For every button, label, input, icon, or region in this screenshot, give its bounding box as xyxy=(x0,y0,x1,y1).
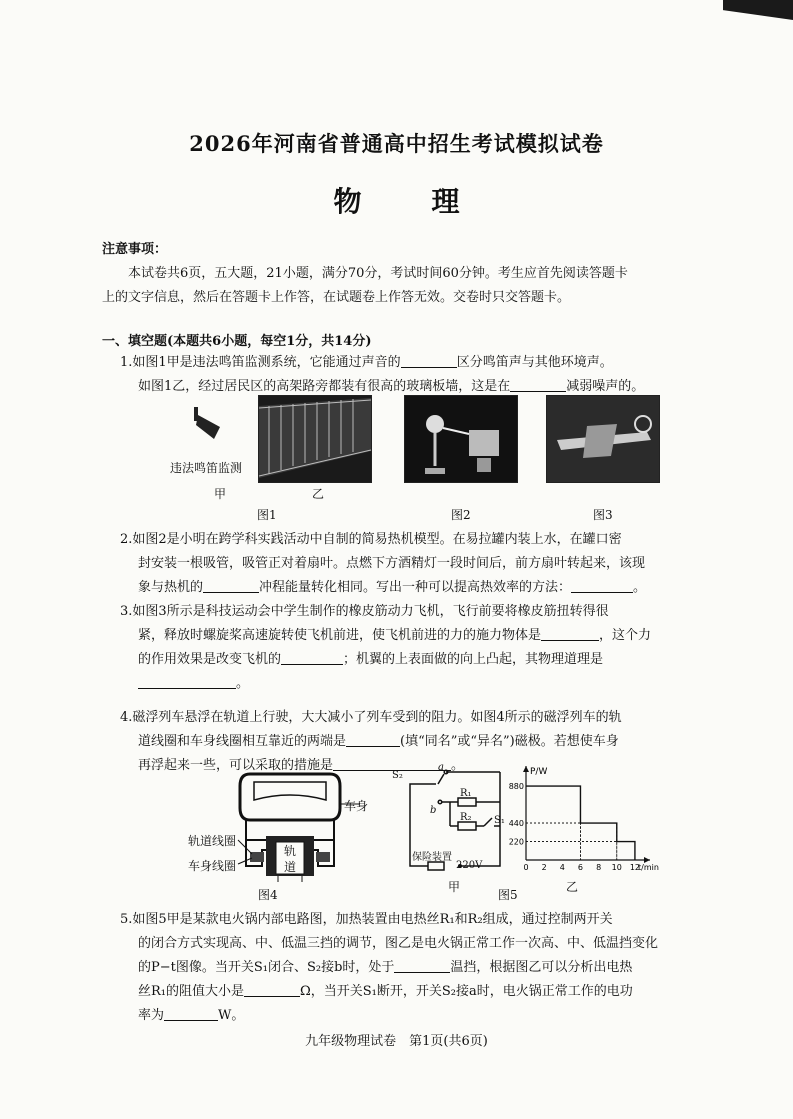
question-5-line-2: 的闭合方式实现高、中、低温三挡的调节，图乙是电火锅正常工作一次高、中、低温挡变化 xyxy=(138,936,659,951)
fig5-s2-label: S₂ xyxy=(392,770,403,781)
question-1-line-1: 1.如图1甲是违法鸣笛监测系统，它能通过声音的 区分鸣笛声与其他环境声。 xyxy=(120,355,613,370)
question-4-line-1: 4.磁浮列车悬浮在轨道上行驶，大大减小了列车受到的阻力。如图4所示的磁浮列车的轨 xyxy=(120,710,622,725)
x-tick-label: 12 xyxy=(629,863,641,872)
question-2-line-2: 封安装一根吸管，吸管正对着扇叶。点燃下方酒精灯一段时间后，前方扇叶转起来，该现 xyxy=(138,556,646,571)
fig4-track-char-2: 道 xyxy=(284,860,297,874)
fig2-heat-engine-photo xyxy=(404,395,518,483)
answer-blank xyxy=(346,732,400,747)
fig3-caption: 图3 xyxy=(593,508,613,522)
notice-heading: 注意事项： xyxy=(102,242,168,257)
answer-blank xyxy=(164,1006,218,1021)
x-tick-label: 10 xyxy=(611,863,622,872)
answer-blank xyxy=(203,578,259,593)
fig1-caption: 图1 xyxy=(257,508,277,522)
fig5-pt-chart xyxy=(504,764,659,876)
answer-blank xyxy=(281,650,343,665)
question-5-line-1: 5.如图5甲是某款电火锅内部电路图，加热装置由电热丝R₁和R₂组成，通过控制两开关 xyxy=(120,912,613,927)
fig5-caption: 图5 xyxy=(498,888,518,902)
fig4-track-char-1: 轨 xyxy=(284,844,297,858)
fig5-r1-label: R₁ xyxy=(460,788,472,799)
answer-blank xyxy=(244,982,300,997)
y-axis-arrow xyxy=(523,766,529,772)
fig5-r2-label: R₂ xyxy=(460,812,472,823)
fig5-jia-label: 甲 xyxy=(448,880,461,894)
fig5-b-label: b xyxy=(430,805,437,816)
answer-blank xyxy=(571,578,633,593)
question-3-line-4: 。 xyxy=(138,672,718,696)
y-tick-label: 440 xyxy=(508,819,524,829)
exam-title: 2026年河南省普通高中招生考试模拟试卷 xyxy=(189,131,604,156)
page-footer: 九年级物理试卷 第1页(共6页) xyxy=(305,1034,488,1049)
fig5-fuse-label: 保险装置 xyxy=(412,852,452,863)
subject-title: 物理 xyxy=(333,185,530,218)
question-1-line-2: 如图1乙，经过居民区的高架路旁都装有很高的玻璃板墙，这是在 减弱噪声的。 xyxy=(138,379,645,394)
question-4-line-3: 再浮起来一些，可以采取的措施是 。 xyxy=(138,758,465,773)
fig5-yi-label: 乙 xyxy=(566,880,579,894)
y-tick-label: 880 xyxy=(508,782,524,792)
y-axis-label: P/W xyxy=(530,767,548,777)
x-tick-label: 0 xyxy=(523,863,529,872)
fig5-a-label: a xyxy=(438,762,444,773)
question-4-line-2: 道线圈和车身线圈相互靠近的两端是 (填“同名”或“异名”)磁极。若想使车身 xyxy=(138,734,619,749)
question-3-line-3: 的作用效果是改变飞机的 ；机翼的上表面做的向上凸起，其物理道理是 xyxy=(138,652,604,667)
fig4-caption: 图4 xyxy=(258,888,278,902)
question-2-line-1: 2.如图2是小明在跨学科实践活动中自制的简易热机模型。在易拉罐内装上水，在罐口密 xyxy=(120,532,622,547)
fig1-yi-label: 乙 xyxy=(312,487,325,501)
x-tick-label: 6 xyxy=(577,863,584,872)
answer-blank xyxy=(401,353,457,368)
answer-blank xyxy=(541,626,599,641)
fig2-caption: 图2 xyxy=(451,508,471,522)
fig5-voltage-label: 220V xyxy=(456,860,483,871)
question-5-line-5: 率为 W。 xyxy=(138,1008,245,1023)
fig1-glass-wall-photo xyxy=(258,395,372,483)
fig5-s1-label: S₁ xyxy=(494,815,505,826)
answer-blank xyxy=(394,958,450,973)
question-5-line-3: 的P−t图像。当开关S₁闭合、S₂接b时，处于 温挡，根据图乙可以分析出电热 xyxy=(138,960,633,975)
fig4-track-coil-label: 轨道线圈 xyxy=(188,834,237,848)
monitor-camera-icon xyxy=(192,405,226,445)
scan-corner-mark xyxy=(723,0,793,20)
fig4-body-coil-label: 车身线圈 xyxy=(188,859,237,873)
question-2-line-3: 象与热机的 冲程能量转化相同。写出一种可以提高热效率的方法： 。 xyxy=(138,580,647,595)
x-axis-label: t/min xyxy=(638,863,659,872)
question-3-line-1: 3.如图3所示是科技运动会中学生制作的橡皮筋动力飞机，飞行前要将橡皮筋扭转得很 xyxy=(120,604,609,619)
answer-blank xyxy=(510,377,566,392)
y-tick-label: 220 xyxy=(508,837,524,847)
answer-blank xyxy=(138,674,236,689)
question-5-line-4: 丝R₁的阻值大小是 Ω，当开关S₁断开，开关S₂接a时，电火锅正常工作的电功 xyxy=(138,984,633,999)
fig3-rubber-band-plane-photo xyxy=(546,395,660,483)
fig1-jia-label: 甲 xyxy=(214,487,227,501)
fig4-body-label: 车身 xyxy=(344,799,369,813)
fig1-camera-label: 违法鸣笛监测 xyxy=(170,461,243,475)
notice-line-2: 上的文字信息，然后在答题卡上作答，在试题卷上作答无效。交卷时只交答题卡。 xyxy=(102,290,571,305)
x-tick-label: 2 xyxy=(541,863,547,872)
section-1-heading: 一、填空题(本题共6小题，每空1分，共14分) xyxy=(102,334,372,349)
question-3-line-2: 紧，释放时螺旋桨高速旋转使飞机前进，使飞机前进的力的施力物体是 ，这个力 xyxy=(138,628,652,643)
x-tick-label: 4 xyxy=(559,863,565,872)
notice-line-1: 本试卷共6页，五大题，21小题，满分70分，考试时间60分钟。考生应首先阅读答题卡 xyxy=(128,266,628,281)
x-tick-label: 8 xyxy=(596,863,602,872)
